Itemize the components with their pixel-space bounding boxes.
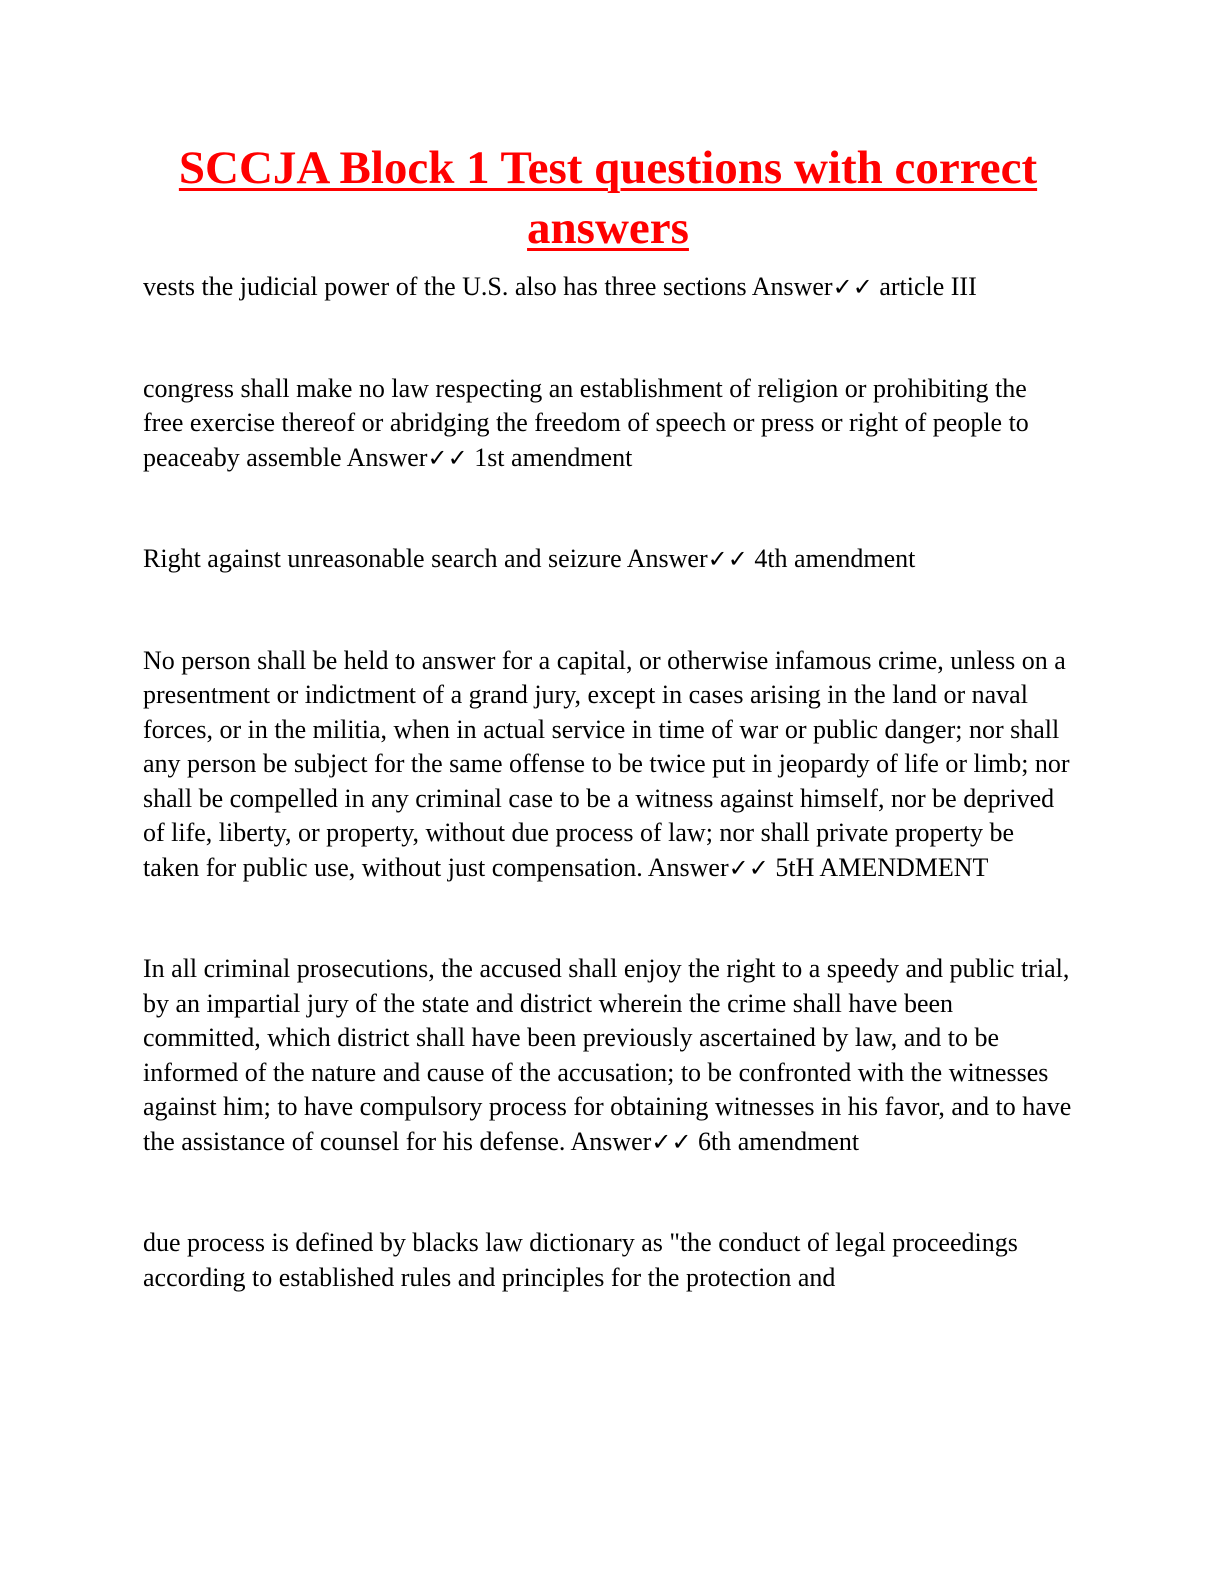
answer-text: 4th amendment xyxy=(754,544,916,573)
document-title: SCCJA Block 1 Test questions with correct answers xyxy=(178,142,1038,254)
question-text: vests the judicial power of the U.S. also has three sections xyxy=(143,272,747,301)
double-check-icon: ✓✓ xyxy=(427,443,468,472)
question-text: No person shall be held to answer for a capital, or otherwise infamous crime, unless on a presentment or indictment of a grand jury, except in cases arising in the land or naval forces, or in the militia, when in actual service in time of war or public danger; nor shall any person be subject for the same offense to be twice put in jeopardy of life or limb; nor shall be compelled in any criminal case to be a witness against himself, nor be deprived of life, liberty, or property, without due process of law; nor shall private property be taken for public use, without just compensation. xyxy=(143,645,1070,882)
qa-item-1 xyxy=(143,270,1073,305)
question-text: In all criminal prosecutions, the accused shall enjoy the right to a speedy and public trial, by an impartial jury of the state and district wherein the crime shall have been committed, which district shall have been previously ascertained by law, and to be informed of the nature and cause of the accusation; to be confronted with the witnesses against him; to have compulsory process for obtaining witnesses in his favor, and to have the assistance of counsel for his defense. xyxy=(143,954,1072,1156)
double-check-icon: ✓✓ xyxy=(728,853,769,882)
double-check-icon: ✓✓ xyxy=(651,1127,692,1156)
question-text: Right against unreasonable search and seizure xyxy=(143,544,622,573)
qa-item-4 xyxy=(143,644,1073,886)
document-page xyxy=(143,138,1073,1295)
answer-text: 1st amendment xyxy=(474,442,633,472)
question-text: congress shall make no law respecting an establishment of religion or prohibiting the free exercise thereof or abridging the freedom of speech or press or right of people to peaceaby assemble xyxy=(143,373,1029,472)
double-check-icon: ✓✓ xyxy=(707,545,748,573)
answer-label: Answer xyxy=(626,544,708,573)
answer-label: Answer xyxy=(346,442,428,472)
answer-text: 5tH AMENDMENT xyxy=(775,852,989,882)
qa-item-2 xyxy=(143,372,1073,476)
qa-item-5 xyxy=(143,952,1073,1159)
qa-item-6 xyxy=(143,1226,1073,1295)
answer-text: 6th amendment xyxy=(698,1126,860,1156)
answer-text: article III xyxy=(879,272,977,301)
answer-label: Answer xyxy=(570,1126,652,1156)
answer-label: Answer xyxy=(647,852,729,882)
question-text: due process is defined by blacks law dictionary as "the conduct of legal proceedings according to established rules and principles for the protection and xyxy=(143,1228,1018,1292)
qa-item-3 xyxy=(143,542,1073,577)
answer-label: Answer xyxy=(751,272,833,301)
double-check-icon: ✓✓ xyxy=(832,273,873,301)
